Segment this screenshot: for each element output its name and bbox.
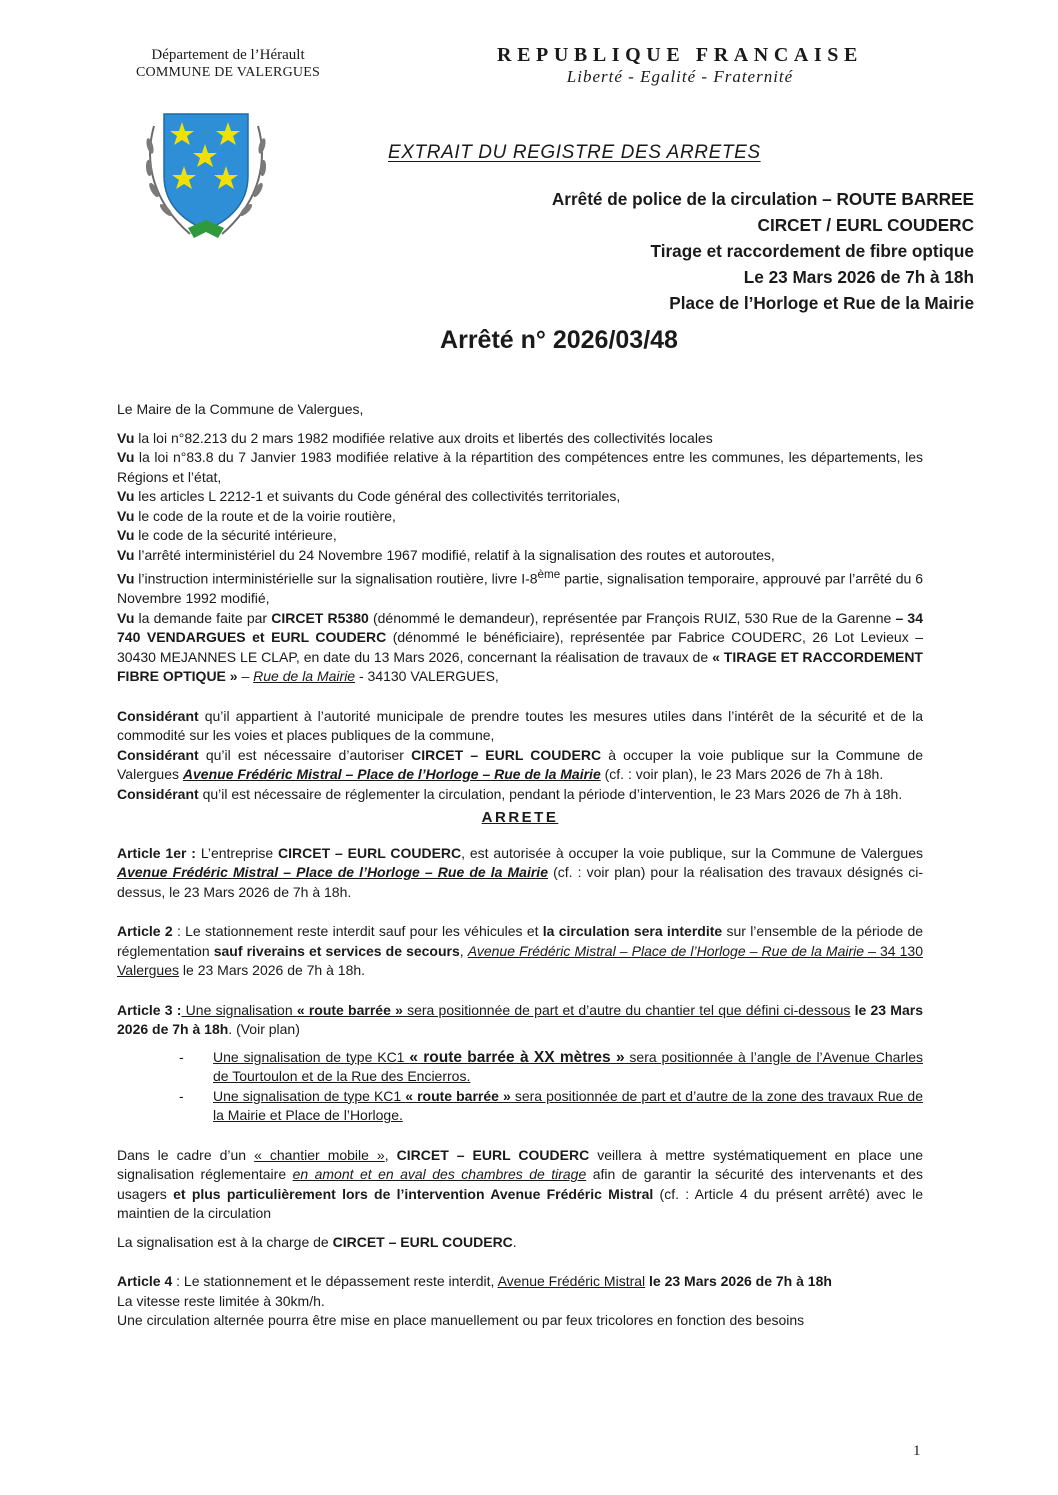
emphasis-text: en amont et en aval des chambres de tirage bbox=[292, 1166, 587, 1183]
company-name: CIRCET – EURL COUDERC bbox=[411, 746, 602, 763]
intro-line: Le Maire de la Commune de Valergues, bbox=[117, 401, 364, 417]
title-line: Le 23 Mars 2026 de 7h à 18h bbox=[743, 267, 974, 287]
vu-line bbox=[117, 526, 923, 546]
republic-title: REPUBLIQUE FRANCAISE bbox=[497, 44, 863, 66]
emphasis-text: le 23 Mars 2026 de 7h à 18h bbox=[645, 1273, 832, 1290]
article-text: sur l’ensemble de la période de réglementation bbox=[117, 923, 924, 959]
emphasis-text: le 23 Mars 2026 de 7h à 18h bbox=[117, 1001, 923, 1038]
commune-crest-logo bbox=[140, 106, 272, 246]
arrete-heading: ARRETE bbox=[481, 809, 559, 827]
vu-text: - 34130 VALERGUES, bbox=[355, 668, 499, 685]
article-text: : Le stationnement reste interdit sauf pour les véhicules et bbox=[172, 923, 543, 940]
beneficiary-name: – 34 740 VENDARGUES et EURL COUDERC bbox=[117, 609, 924, 646]
republic-header bbox=[420, 44, 940, 87]
article-1 bbox=[117, 844, 923, 903]
vu-text: le code de la sécurité intérieure, bbox=[134, 527, 337, 543]
paragraph-text: La signalisation est à la charge de bbox=[117, 1233, 333, 1250]
emphasis-text: « chantier mobile » bbox=[254, 1146, 385, 1163]
article-text: sera positionnée de part et d’autre du chantier tel que défini ci-dessous bbox=[402, 1001, 851, 1018]
vu-label: Vu bbox=[117, 429, 135, 446]
title-line: CIRCET / EURL COUDERC bbox=[757, 215, 974, 235]
paragraph-text: veillera à mettre systématiquement en place une signalisation réglementaire bbox=[117, 1146, 924, 1183]
article-text: (cf. : voir plan) pour la réalisation des travaux désignés ci-dessus, le 23 Mars 2026 de 7h à 18h. bbox=[117, 864, 923, 900]
considerant-text: qu’il est nécessaire d’autoriser bbox=[198, 746, 412, 763]
chantier-paragraph bbox=[117, 1146, 923, 1224]
street-name: Rue de la Mairie bbox=[253, 668, 356, 685]
article-4 bbox=[117, 1272, 923, 1292]
vu-line bbox=[117, 448, 923, 487]
charge-paragraph bbox=[117, 1233, 923, 1253]
republic-motto: Liberté - Egalité - Fraternité bbox=[566, 67, 794, 86]
article-label: Article 4 bbox=[117, 1273, 173, 1290]
considerant-line bbox=[117, 785, 923, 805]
company-name: CIRCET – EURL COUDERC bbox=[332, 1233, 513, 1250]
considerant-label: Considérant bbox=[117, 707, 199, 724]
vu-text: la loi n°82.213 du 2 mars 1982 modifiée relative aux droits et libertés des collectivités locales bbox=[134, 429, 713, 446]
list-text: sera positionnée à l’angle de l’Avenue Charles de Tourtoulon et de la Rue des Encierros. bbox=[213, 1048, 923, 1085]
article-text: , est autorisée à occuper la voie publique, sur la Commune de Valergues bbox=[461, 844, 923, 861]
paragraph-text: (cf. : Article 4 du présent arrêté) avec le maintien de la circulation bbox=[117, 1185, 923, 1222]
vu-text: – bbox=[237, 668, 254, 685]
requester-name: CIRCET R5380 bbox=[271, 609, 369, 626]
vu-label: Vu bbox=[117, 507, 135, 524]
vu-line bbox=[117, 609, 923, 687]
dash-bullet: - bbox=[179, 1087, 184, 1104]
list-text: Une signalisation de type KC1 bbox=[213, 1087, 406, 1104]
company-name: CIRCET – EURL COUDERC bbox=[278, 844, 462, 861]
article-label: Article 2 bbox=[117, 923, 173, 940]
article-label: Article 1er : bbox=[117, 844, 196, 861]
vu-text: l’arrêté interministériel du 24 Novembre 1967 modifié, relatif à la signalisation des routes et autoroutes, bbox=[134, 546, 775, 563]
title-line: Tirage et raccordement de fibre optique bbox=[650, 241, 974, 261]
vu-label: Vu bbox=[117, 488, 135, 504]
vu-text: la loi n°83.8 du 7 Janvier 1983 modifiée relative à la répartition des compétences entre les communes, les départements, les Régions et l’état, bbox=[117, 449, 923, 485]
company-name: CIRCET – EURL COUDERC bbox=[396, 1146, 590, 1163]
title-line: Arrêté de police de la circulation – ROUTE BARREE bbox=[551, 189, 974, 209]
article-4-line: La vitesse reste limitée à 30km/h. bbox=[117, 1292, 325, 1309]
article-text: : Le stationnement et le dépassement reste interdit, bbox=[172, 1273, 498, 1290]
paragraph-text: afin de garantir la sécurité des intervenants et des usagers bbox=[117, 1166, 923, 1202]
list-text: sera positionnée de part et d’autre de la zone des travaux Rue de la Mairie et Place de l’Horloge. bbox=[213, 1087, 923, 1124]
article-4-line: Une circulation alternée pourra être mise en place manuellement ou par feux tricolores en fonction des besoins bbox=[117, 1312, 805, 1329]
vu-text: la demande faite par bbox=[134, 609, 272, 626]
vu-text: l’instruction interministérielle sur la signalisation routière, livre I-8 bbox=[134, 570, 538, 587]
vu-text: partie, signalisation temporaire, approuvé par l’arrêté du 6 Novembre 1992 modifié, bbox=[117, 570, 923, 607]
emphasis-text: « route barrée » bbox=[405, 1087, 511, 1104]
emphasis-text: « route barrée » bbox=[296, 1001, 403, 1018]
article-text: L’entreprise bbox=[195, 844, 279, 861]
vu-line bbox=[117, 507, 923, 527]
considerant-text: à occuper la voie publique sur la Commune de Valergues bbox=[117, 746, 923, 783]
article-text: Une signalisation bbox=[181, 1001, 297, 1018]
department-name: Département de l’Hérault bbox=[151, 47, 305, 63]
considerant-text: qu’il appartient à l’autorité municipale de prendre toutes les mesures utiles dans l’intérêt de la sécurité et de la commodité sur les voies et places publiques de la commune, bbox=[117, 707, 923, 744]
postal-location: – 34 130 Valergues bbox=[117, 942, 924, 979]
article-text: , bbox=[459, 942, 468, 959]
vu-label: Vu bbox=[117, 546, 135, 563]
works-name: « TIRAGE ET RACCORDEMENT FIBRE OPTIQUE » bbox=[117, 648, 923, 685]
decree-body bbox=[117, 400, 923, 1331]
considerant-text: (cf. : voir plan), le 23 Mars 2026 de 7h à 18h. bbox=[600, 766, 884, 783]
vu-label: Vu bbox=[117, 609, 135, 626]
vu-text: (dénommé le demandeur), représentée par François RUIZ, 530 Rue de la Garenne bbox=[368, 609, 896, 626]
signage-list bbox=[117, 1048, 923, 1126]
department-header bbox=[108, 47, 348, 81]
vu-text: les articles L 2212-1 et suivants du Code général des collectivités territoriales, bbox=[134, 488, 621, 504]
vu-text: le code de la route et de la voirie routière, bbox=[134, 507, 396, 524]
vu-line bbox=[117, 429, 923, 449]
list-text: Une signalisation de type KC1 bbox=[213, 1048, 410, 1065]
considerant-label: Considérant bbox=[117, 746, 199, 763]
article-3 bbox=[117, 1001, 923, 1040]
paragraph-text: Dans le cadre d’un bbox=[117, 1146, 255, 1163]
article-2 bbox=[117, 922, 923, 981]
vu-text: (dénommé le bénéficiaire), représentée par Fabrice COUDERC, 26 Lot Levieux – 30430 MEJANNES LE CLAP, en date du 13 Mars 2026, concernant la réalisation de travaux de bbox=[117, 629, 923, 665]
decree-title-block bbox=[552, 186, 974, 316]
commune-name: COMMUNE DE VALERGUES bbox=[136, 65, 320, 80]
decree-number: Arrêté n° 2026/03/48 bbox=[440, 326, 678, 354]
list-item bbox=[117, 1048, 923, 1087]
location-name: Avenue Frédéric Mistral – Place de l’Horloge – Rue de la Mairie bbox=[117, 864, 548, 881]
paragraph-text: . bbox=[512, 1233, 517, 1250]
article-text: le 23 Mars 2026 de 7h à 18h. bbox=[179, 962, 366, 979]
page-number: 1 bbox=[913, 1443, 921, 1459]
considerant-label: Considérant bbox=[117, 785, 199, 802]
article-label: Article 3 : bbox=[117, 1001, 182, 1018]
emphasis-text: et plus particulièrement lors de l’intervention Avenue Frédéric Mistral bbox=[173, 1185, 654, 1202]
considerant-line bbox=[117, 746, 923, 785]
considerant-line bbox=[117, 707, 923, 746]
location-name: Avenue Frédéric Mistral – Place de l’Horloge – Rue de la Mairie bbox=[467, 942, 865, 959]
vu-label: Vu bbox=[117, 570, 135, 587]
extract-title: EXTRAIT DU REGISTRE DES ARRETES bbox=[388, 142, 761, 163]
location-name: Avenue Frédéric Mistral bbox=[497, 1273, 646, 1290]
superscript: ème bbox=[537, 568, 561, 581]
dash-bullet: - bbox=[179, 1048, 184, 1065]
vu-label: Vu bbox=[117, 449, 135, 465]
vu-line bbox=[117, 487, 923, 507]
list-item bbox=[117, 1087, 923, 1126]
vu-label: Vu bbox=[117, 527, 135, 543]
article-text: . (Voir plan) bbox=[228, 1021, 300, 1038]
paragraph-text: , bbox=[384, 1146, 397, 1163]
emphasis-text: la circulation sera interdite bbox=[542, 923, 723, 940]
vu-line bbox=[117, 565, 923, 609]
location-name: Avenue Frédéric Mistral – Place de l’Horloge – Rue de la Mairie bbox=[182, 766, 601, 783]
considerant-text: qu’il est nécessaire de réglementer la circulation, pendant la période d’intervention, le 23 Mars 2026 de 7h à 18h. bbox=[198, 785, 903, 802]
vu-line bbox=[117, 546, 923, 566]
emphasis-text: sauf riverains et services de secours bbox=[213, 942, 460, 959]
emphasis-text: « route barrée à XX mètres » bbox=[409, 1048, 625, 1066]
title-line: Place de l’Horloge et Rue de la Mairie bbox=[669, 293, 974, 313]
